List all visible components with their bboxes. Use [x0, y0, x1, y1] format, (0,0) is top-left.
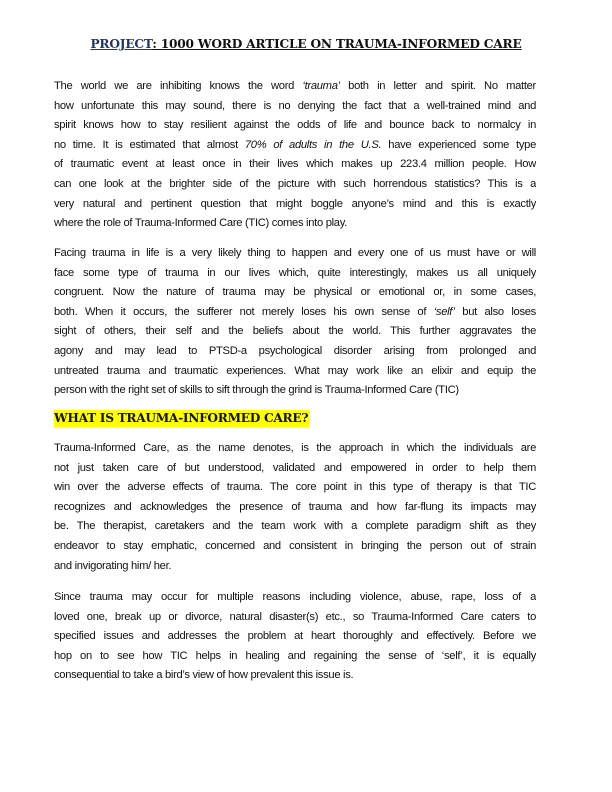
text-line — [54, 77, 536, 97]
title-text: : 1000 WORD ARTICLE ON TRAUMA-INFORMED CARE — [152, 37, 522, 51]
text-segment: Since trauma may occur for multiple reasons including violence, abuse, rape, loss of a — [54, 591, 536, 603]
text-line — [54, 588, 536, 608]
text-line — [54, 155, 536, 175]
text-line — [54, 627, 536, 647]
text-segment: but also loses — [454, 305, 536, 318]
text-line — [54, 195, 536, 215]
text-line — [54, 322, 536, 342]
text-segment: loved one, break up or divorce, natural disaster(s) etc., so Trauma-Informed Care caters to — [54, 610, 536, 623]
text-segment: can one look at the brighter side of the picture with such horrendous statistics? This is a — [54, 177, 536, 190]
emphasis-text: ‘self’ — [433, 305, 455, 318]
text-segment: endeavor to stay emphatic, concerned and consistent in bringing the person out of strain — [54, 539, 536, 552]
paragraph-tic-definition — [54, 439, 536, 576]
text-segment: spirit knows how to stay resilient against the odds of life and bounce back to normalcy in — [54, 119, 536, 132]
title-project-label: PROJECT — [90, 37, 153, 51]
text-line — [54, 381, 536, 401]
text-line — [54, 647, 536, 667]
text-segment: not just taken care of but understood, validated and empowered in order to help them — [54, 461, 536, 474]
text-segment: face some type of trauma in our lives which, quite interestingly, makes us all uniquely — [54, 266, 536, 279]
text-segment: where the role of Trauma-Informed Care (TIC) comes into play. — [54, 217, 347, 230]
text-segment: person with the right set of skills to sift through the grind is Trauma-Informed Care (TIC) — [54, 384, 459, 397]
text-segment: very natural and pertinent question that might boggle anyone’s mind and this is exactly — [54, 197, 536, 210]
text-line — [54, 97, 536, 117]
text-segment: congruent. Now the nature of trauma may be physical or emotional or, in some cases, — [54, 286, 536, 299]
text-line — [54, 478, 536, 498]
text-segment: recognizes and acknowledges the presence of trauma and how far-flung its impacts may — [54, 500, 536, 513]
text-line — [54, 608, 536, 628]
text-line — [54, 264, 536, 284]
paragraph-facing-trauma — [54, 244, 536, 401]
text-segment: both. When it occurs, the sufferer not merely loses his own sense of — [54, 305, 434, 318]
text-segment: The world we are inhibiting knows the word — [54, 80, 303, 92]
emphasis-text: 70% of adults in the U.S. — [244, 138, 382, 151]
text-line — [54, 498, 536, 518]
section-heading: WHAT IS TRAUMA-INFORMED CARE? — [54, 411, 309, 425]
text-line — [54, 459, 536, 479]
text-line — [54, 175, 536, 195]
text-segment: hop on to see how TIC helps in healing and regaining the sense of ‘self’, it is equally — [54, 649, 536, 662]
text-segment: have experienced some type — [381, 138, 536, 151]
text-line — [54, 244, 536, 264]
text-segment: Facing trauma in life is a very likely thing to happen and every one of us must have or will — [54, 247, 536, 259]
document-title — [0, 37, 612, 51]
text-segment: no time. It is estimated that almost — [54, 138, 245, 151]
text-line — [54, 116, 536, 136]
text-line — [54, 517, 536, 537]
paragraph-reasons — [54, 588, 536, 686]
text-segment: be. The therapist, caretakers and the team work with a complete paradigm shift as they — [54, 520, 536, 533]
text-line — [54, 537, 536, 557]
text-segment: specified issues and addresses the problem at heart thoroughly and effectively. Before we — [54, 630, 536, 643]
text-line — [54, 136, 536, 156]
text-line — [54, 342, 536, 362]
text-line — [54, 283, 536, 303]
text-segment: both in letter and spirit. No matter — [339, 80, 536, 92]
paragraph-intro — [54, 77, 536, 234]
text-line — [54, 666, 536, 686]
text-segment: win over the adverse effects of trauma. The core point in this type of therapy is that TIC — [54, 481, 536, 494]
emphasis-text: ‘trauma’ — [302, 80, 340, 92]
text-segment: sight of others, their self and the beliefs about the world. This further aggravates the — [54, 325, 536, 338]
text-segment: and invigorating him/ her. — [54, 559, 172, 572]
text-segment: of traumatic event at least once in their lives which makes up 223.4 million people. How — [54, 158, 536, 171]
text-segment: consequential to take a bird’s view of how prevalent this issue is. — [54, 669, 354, 682]
text-segment: Trauma-Informed Care, as the name denotes, is the approach in which the individuals are — [54, 442, 536, 454]
text-line — [54, 439, 536, 459]
text-line — [54, 214, 536, 234]
text-line — [54, 303, 536, 323]
text-line — [54, 362, 536, 382]
text-segment: agony and may lead to PTSD-a psychological disorder arising from prolonged and — [54, 344, 536, 357]
text-segment: untreated trauma and traumatic experiences. What may work like an elixir and equip the — [54, 364, 536, 377]
text-segment: how unfortunate this may sound, there is no denying the fact that a well-trained mind and — [54, 99, 536, 112]
text-line — [54, 557, 536, 577]
